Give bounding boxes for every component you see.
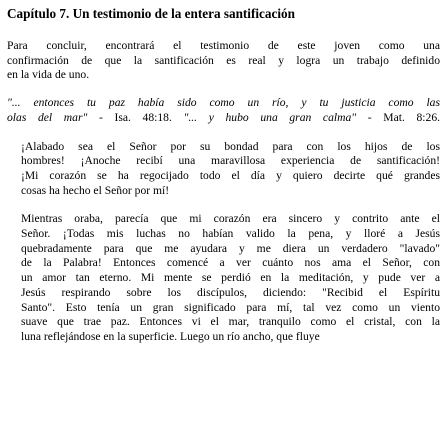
text-line: Mientras oraba, parecía que mi corazón era sincero y contrito ante el <box>21 212 440 226</box>
chapter-title: Capítulo 7. Un testimonio de la entera santificación <box>7 6 295 21</box>
text-line: en la vida de uno. <box>7 68 90 82</box>
scripture-quote-paragraph <box>7 96 440 125</box>
scripture-quote: "... entonces tu paz había sido como un río, y tu justicia como las <box>7 96 440 110</box>
text-line: Jesús respirando sobre los discípulos, diciendo: "Recibid el Espíritu <box>21 285 440 299</box>
scripture-reference: - Mat. 8:26. <box>356 110 441 124</box>
text-line: Para concluir, encontrará el testimonio de este joven como una <box>7 39 440 52</box>
text-line: luna reflejándose en la superficie. Luego un río ancho, que fluye <box>21 329 320 343</box>
text-line: cosas ha hecho el Señor por mí! <box>21 183 170 197</box>
text-line: de la Palabra! Entonces comencé a ver cuánto nos ama el Señor, con <box>21 256 440 270</box>
praise-paragraph <box>7 140 440 199</box>
scripture-quote: "... y hubo una gran calma" <box>183 110 357 124</box>
text-line <box>7 111 440 126</box>
text-line: suave que trae paz. Entonces vi el mar, tranquilo como el cristal, con la <box>21 315 440 329</box>
text-line: confirmación de que la santificación es real y logra un trabajo definido <box>7 53 440 67</box>
text-line: ¡Mi corazón se ha regocijado todo el día y quiero decirte qué grandes <box>21 168 440 182</box>
scripture-reference: - Isa. 48:18. <box>87 110 184 124</box>
testimony-paragraph <box>7 212 440 344</box>
text-line: Señor. ¡Todas mis luchas no habían valido la pena, y lloré a Jesús <box>21 227 440 241</box>
text-line: quebradamente para que me ayudara y me diera un verdadero "lavado" <box>21 241 440 255</box>
text-line: Santo". Esto tenía un gran significado para mí, tal vez como un viento <box>21 300 440 314</box>
text-line: hombres! ¡Anoche recibí una maravillosa experiencia de santificación! <box>21 154 440 168</box>
text-line: ¡Alabado sea el Señor por su bondad para con los hijos de los <box>21 139 440 153</box>
scripture-quote: olas del mar" <box>7 110 88 124</box>
text-line: un amor tan eterno. Mi mente se perdió en la meditación, y pude ver a <box>21 271 440 285</box>
intro-paragraph <box>7 39 440 83</box>
